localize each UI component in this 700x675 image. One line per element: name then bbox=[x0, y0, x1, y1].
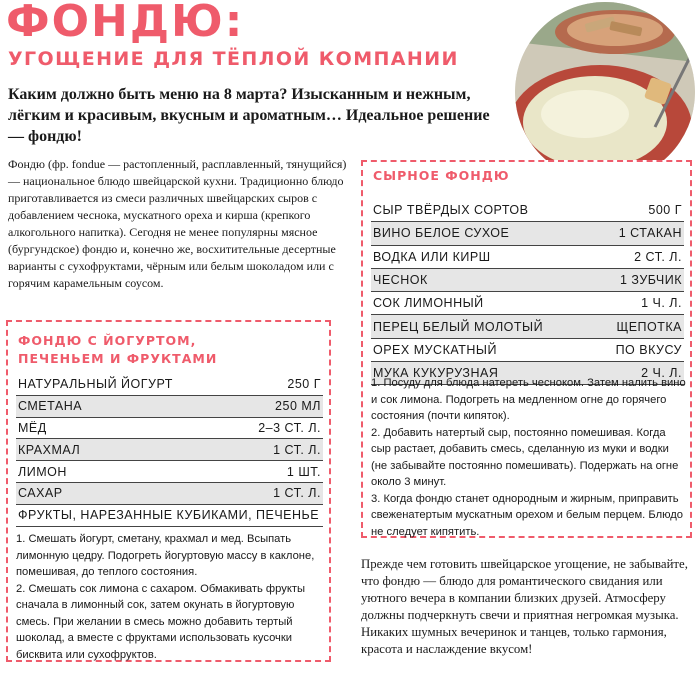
yogurt-title-line1: ФОНДЮ С ЙОГУРТОМ, bbox=[18, 333, 197, 348]
ingredient-row bbox=[16, 418, 323, 440]
ingredient-amount: 1 СТ. Л. bbox=[273, 442, 321, 457]
ingredient-name: ЧЕСНОК bbox=[373, 273, 428, 288]
yogurt-steps bbox=[16, 531, 326, 663]
ingredient-amount: 2 Ч. Л. bbox=[641, 366, 682, 381]
ingredient-amount: 1 ШТ. bbox=[286, 464, 321, 479]
ingredient-name: МУКА КУКУРУЗНАЯ bbox=[373, 366, 499, 381]
page-title: ФОНДЮ: bbox=[6, 0, 245, 47]
ingredient-row bbox=[16, 505, 323, 527]
ingredient-row bbox=[16, 461, 323, 483]
ingredient-amount: 1 Ч. Л. bbox=[641, 296, 682, 311]
ingredient-amount: 2–3 СТ. Л. bbox=[258, 420, 321, 435]
closing-paragraph: Прежде чем готовить швейцарское угощение, не забывайте, что фондю — блюдо для романтического свидания или уютного вечера в компании близких друзей. Атмосферу должны подчеркнуть свечи и приятная негромкая музыка. Никаких шумных вечеринок и танцев, только гармония, красота и наслаждение вкусом! bbox=[361, 557, 688, 656]
cheese-steps bbox=[371, 375, 686, 540]
ingredient-name: КРАХМАЛ bbox=[18, 442, 81, 457]
recipe-step: 3. Когда фондю станет однородным и жирным, приправить свеженатертым мускатным орехом и белым перцем. Блюдо не следует кипятить. bbox=[371, 492, 683, 538]
ingredient-row bbox=[371, 246, 684, 269]
ingredient-row bbox=[16, 483, 323, 505]
ingredient-row bbox=[16, 396, 323, 418]
yogurt-fondue-card bbox=[6, 320, 331, 662]
ingredient-row bbox=[371, 199, 684, 222]
ingredient-name: ВИНО БЕЛОЕ СУХОЕ bbox=[373, 226, 510, 241]
cheese-ingredient-list bbox=[371, 199, 684, 385]
ingredient-amount: ЩЕПОТКА bbox=[616, 319, 682, 334]
yogurt-ingredient-list bbox=[16, 374, 323, 527]
ingredient-name: СЫР ТВЁРДЫХ СОРТОВ bbox=[373, 203, 529, 218]
ingredient-row bbox=[16, 439, 323, 461]
ingredient-row bbox=[371, 339, 684, 362]
yogurt-fondue-title bbox=[18, 332, 217, 368]
recipe-step: 2. Добавить натертый сыр, постоянно помешивая. Когда сыр растает, добавить смесь, сделанную из муки и водки (не забывайте постоянно помешивать). Подержать на огне около 3 минут. bbox=[371, 426, 679, 488]
ingredient-amount: 1 ЗУБЧИК bbox=[619, 273, 682, 288]
ingredient-row bbox=[371, 269, 684, 292]
recipe-step: 2. Смешать сок лимона с сахаром. Обмакивать фрукты сначала в лимонный сок, затем окунать в йогуртовую смесь. При желании в смесь можно добавить тертый шоколад, а вместе с фруктами использовать кусочки бисквита или сухофруктов. bbox=[16, 582, 306, 661]
cheese-fondue-card bbox=[361, 160, 692, 538]
recipe-step: 1. Смешать йогурт, сметану, крахмал и мед. Всыпать лимонную цедру. Подогреть йогуртовую массу в каклоне, помешивая, до теплого состояния. bbox=[16, 533, 315, 578]
yogurt-title-line2: ПЕЧЕНЬЕМ И ФРУКТАМИ bbox=[18, 351, 218, 366]
ingredient-name: МЁД bbox=[18, 420, 47, 435]
ingredient-name: СМЕТАНА bbox=[18, 399, 83, 414]
ingredient-name: ВОДКА ИЛИ КИРШ bbox=[373, 249, 491, 264]
ingredient-amount: 1 СТ. Л. bbox=[273, 486, 321, 501]
ingredient-name: ОРЕХ МУСКАТНЫЙ bbox=[373, 342, 497, 357]
ingredient-row bbox=[371, 292, 684, 315]
ingredient-name: СОК ЛИМОННЫЙ bbox=[373, 296, 484, 311]
ingredient-amount: 250 МЛ bbox=[275, 399, 321, 414]
ingredient-row bbox=[371, 315, 684, 338]
page-subtitle: УГОЩЕНИЕ ДЛЯ ТЁПЛОЙ КОМПАНИИ bbox=[8, 48, 459, 70]
ingredient-amount: 250 Г bbox=[287, 377, 321, 392]
ingredient-amount: 500 Г bbox=[648, 203, 682, 218]
ingredient-name: САХАР bbox=[18, 486, 63, 501]
ingredient-row bbox=[371, 222, 684, 245]
ingredient-amount: 2 СТ. Л. bbox=[634, 249, 682, 264]
ingredient-name: ПЕРЕЦ БЕЛЫЙ МОЛОТЫЙ bbox=[373, 319, 544, 334]
intro-paragraph: Фондю (фр. fondue — растопленный, расплавленный, тянущийся) — национальное блюдо швейцарской кухни. Традиционно блюдо приготавливается из смеси различных швейцарских сыров с добавлением чеснока, мускатного ореха и кирша (крепкого алкогольного напитка). Сегодня не менее популярны мясное (бургундское) фондю и, конечно же, восхитительные десертные варианты с сухофруктами, чёрным или белым шоколадом или с горячим карамельным соусом. bbox=[8, 157, 347, 290]
ingredient-amount: ПО ВКУСУ bbox=[615, 342, 682, 357]
fondue-illustration bbox=[515, 2, 695, 182]
cheese-fondue-title: СЫРНОЕ ФОНДЮ bbox=[373, 168, 510, 183]
fondue-photo bbox=[515, 2, 695, 182]
recipe-step: 1. Посуду для блюда натереть чесноком. Затем налить вино и сок лимона. Подогреть на медленном огне до горячего состояния (почти кипяток). bbox=[371, 377, 686, 422]
ingredient-name: НАТУРАЛЬНЫЙ ЙОГУРТ bbox=[18, 377, 173, 392]
ingredient-name: ЛИМОН bbox=[18, 464, 67, 479]
ingredient-amount: 1 СТАКАН bbox=[618, 226, 682, 241]
lead-paragraph: Каким должно быть меню на 8 марта? Изысканным и нежным, лёгким и красивым, вкусным и ароматным… Идеальное решение — фондю! bbox=[8, 86, 490, 145]
ingredient-name: ФРУКТЫ, НАРЕЗАННЫЕ КУБИКАМИ, ПЕЧЕНЬЕ bbox=[18, 508, 320, 523]
ingredient-row bbox=[16, 374, 323, 396]
